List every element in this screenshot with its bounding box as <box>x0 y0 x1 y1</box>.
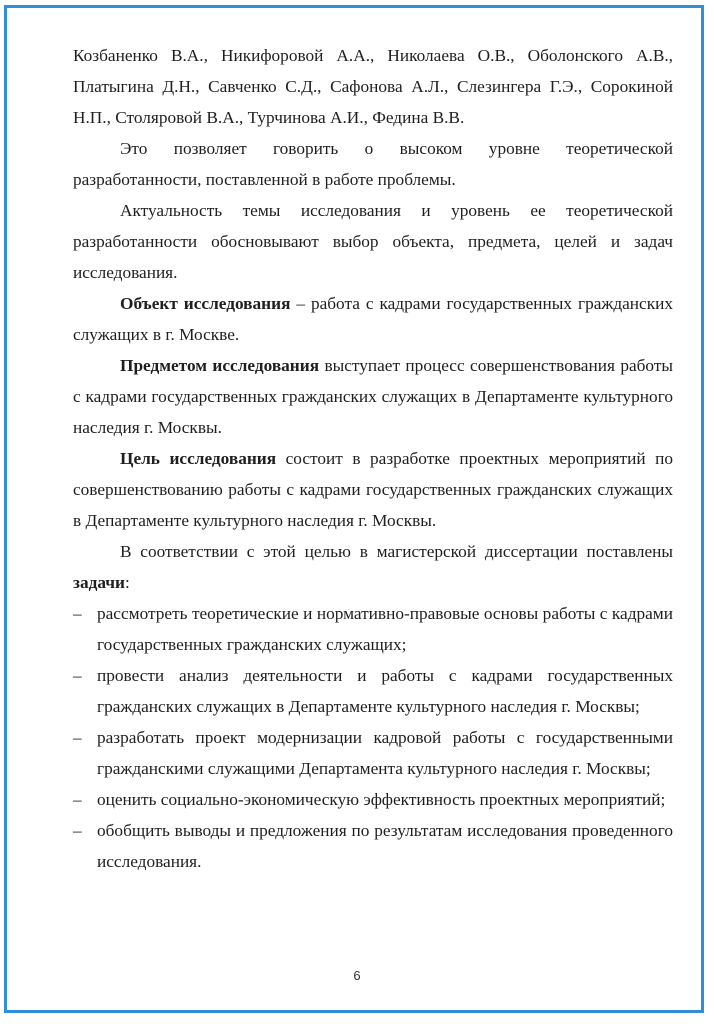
paragraph-authors: Козбаненко В.А., Никифоровой А.А., Николаева О.В., Оболонского А.В., Платыгина Д.Н., Савченко С.Д., Сафонова А.Л., Слезингера Г.Э., Сорокиной Н.П., Столяровой В.А., Турчинова А.И., Федина В.В. <box>73 46 673 127</box>
object-heading: Объект исследования <box>120 294 291 313</box>
document-page <box>73 40 673 877</box>
goal-heading: Цель исследования <box>120 449 277 468</box>
tasks-colon: : <box>124 573 130 592</box>
list-item <box>73 722 673 784</box>
paragraph-relevance: Актуальность темы исследования и уровень ее теоретической разработанности обосновывают выбор объекта, предмета, целей и задач исследования. <box>73 201 673 282</box>
dash-bullet: – <box>73 666 82 685</box>
dash-bullet: – <box>73 604 82 623</box>
list-item <box>73 784 673 815</box>
paragraph-development-level: Это позволяет говорить о высоком уровне теоретической разработанности, поставленной в работе проблемы. <box>73 139 673 189</box>
paragraph-subject <box>73 350 673 443</box>
list-item <box>73 598 673 660</box>
task-text: обобщить выводы и предложения по результатам исследования проведенного исследования. <box>97 821 673 871</box>
list-item <box>73 660 673 722</box>
subject-text: выступает процесс совершенствования работы с кадрами государственных гражданских служащих в Департаменте культурного наследия г. Москвы. <box>73 356 673 437</box>
tasks-intro-text: В соответствии с этой целью в магистерской диссертации поставлены <box>120 542 673 561</box>
paragraph-goal <box>73 443 673 536</box>
task-text: провести анализ деятельности и работы с кадрами государственных гражданских служащих в Департаменте культурного наследия г. Москвы; <box>97 666 673 716</box>
object-text: – работа с кадрами государственных гражданских служащих в г. Москве. <box>73 294 673 344</box>
task-text: разработать проект модернизации кадровой работы с государственными гражданскими служащими Департамента культурного наследия г. Москвы; <box>97 728 673 778</box>
dash-bullet: – <box>73 790 82 809</box>
paragraph-tasks-intro <box>73 536 673 598</box>
page-number: 6 <box>353 968 361 983</box>
list-item <box>73 815 673 877</box>
tasks-heading: задачи <box>73 573 125 592</box>
task-text: рассмотреть теоретические и нормативно-правовые основы работы с кадрами государственных гражданских служащих; <box>97 604 673 654</box>
goal-text: состоит в разработке проектных мероприятий по совершенствованию работы с кадрами государственных гражданских служащих в Департаменте культурного наследия г. Москвы. <box>73 449 674 530</box>
paragraph-object <box>73 288 673 350</box>
dash-bullet: – <box>73 821 82 840</box>
dash-bullet: – <box>73 728 82 747</box>
subject-heading: Предметом исследования <box>120 356 320 375</box>
task-text: оценить социально-экономическую эффективность проектных мероприятий; <box>97 790 666 809</box>
